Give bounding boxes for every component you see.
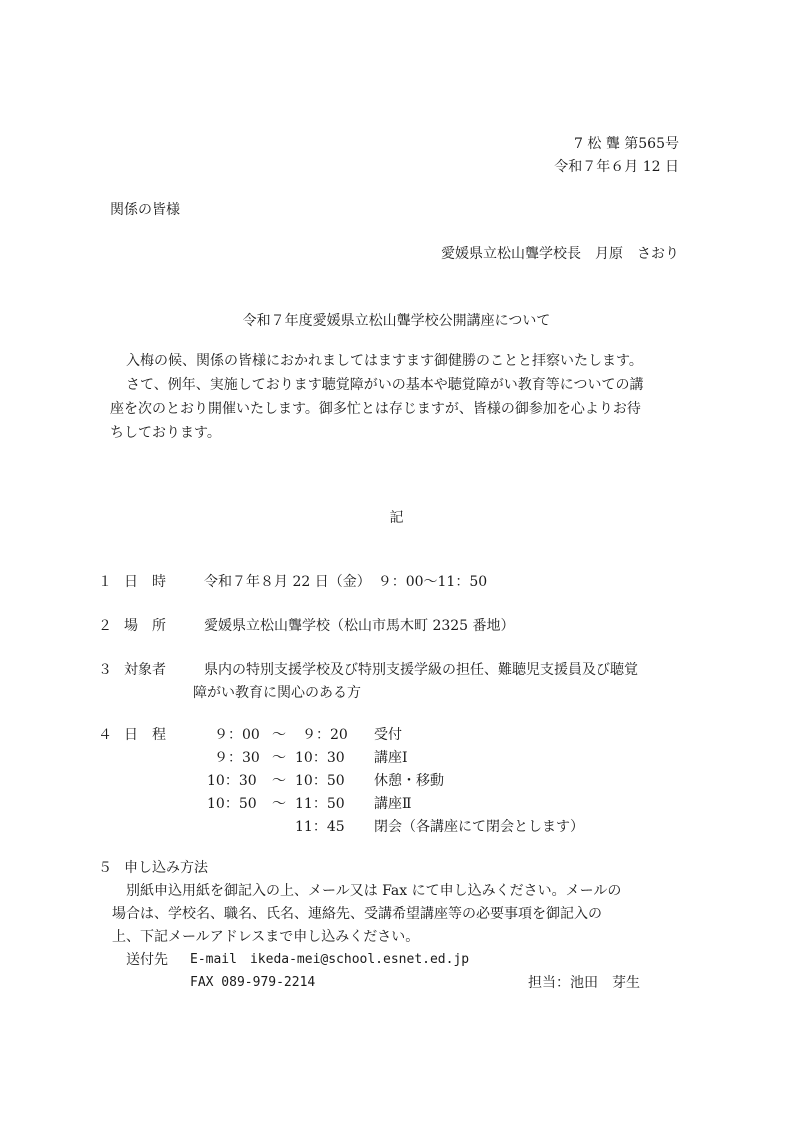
schedule-start: ９：30	[214, 750, 260, 766]
item-number: ５	[98, 860, 112, 876]
body-line-2: さて、例年、実施しております聴覚障がいの基本や聴覚障がい教育等についての講	[126, 377, 644, 393]
fax-number: FAX 089-979-2214	[190, 975, 316, 990]
sender: 愛媛県立松山聾学校長 月原 さおり	[441, 246, 679, 262]
application-line-2: 場合は、学校名、職名、氏名、連絡先、受講希望講座等の必要事項を御記入の	[112, 906, 602, 922]
item-label: 対象者	[124, 662, 166, 678]
item-application	[98, 858, 208, 878]
item-label: 日 程	[124, 727, 166, 743]
email-address: E-mail ikeda-mei@school.esnet.ed.jp	[190, 952, 470, 967]
item-schedule	[98, 725, 204, 745]
item-value: 県内の特別支援学校及び特別支援学級の担任、難聴児支援員及び聴覚	[204, 662, 638, 678]
recipient: 関係の皆様	[110, 202, 180, 218]
application-line-1: 別紙申込用紙を御記入の上、メール又は Fax にて申し込みください。メールの	[126, 883, 622, 899]
body-line-3: 座を次のとおり開催いたします。御多忙とは存じますが、皆様の御参加を心よりお待	[110, 401, 641, 417]
application-line-3: 上、下記メールアドレスまで申し込みください。	[112, 929, 420, 945]
body-line-4: ちしております。	[110, 425, 221, 441]
schedule-end: 10：30	[295, 750, 345, 766]
item-date	[98, 572, 487, 592]
document-title: 令和７年度愛媛県立松山聾学校公開講座について	[242, 313, 551, 329]
item-label: 日 時	[124, 574, 166, 590]
item-target	[98, 660, 638, 680]
schedule-start: ９：00	[214, 727, 260, 743]
schedule-event: 休憩・移動	[374, 773, 444, 789]
schedule-start: 10：50	[207, 796, 257, 812]
schedule-sep: ～	[272, 727, 286, 743]
schedule-end: 10：50	[295, 773, 345, 789]
schedule-sep: ～	[272, 796, 286, 812]
schedule-end: ９：20	[302, 727, 348, 743]
item-value: 愛媛県立松山聾学校（松山市馬木町 2325 番地）	[204, 618, 515, 634]
item-number: ３	[98, 662, 112, 678]
ki-heading: 記	[389, 510, 404, 526]
item-label: 申し込み方法	[124, 860, 208, 876]
schedule-event: 講座Ⅱ	[374, 796, 412, 812]
schedule-start: 10：30	[207, 773, 257, 789]
schedule-event: 受付	[374, 727, 402, 743]
item-place	[98, 616, 515, 636]
item-target-continued: 障がい教育に関心のある方	[193, 685, 361, 701]
schedule-sep: ～	[272, 773, 286, 789]
send-to-label: 送付先	[126, 952, 168, 968]
contact-person: 担当：池田 芽生	[528, 975, 640, 991]
item-number: ２	[98, 618, 112, 634]
schedule-end: 11：45	[295, 819, 345, 835]
body-line-1: 入梅の候、関係の皆様におかれましてはますます御健勝のことと拝察いたします。	[126, 353, 643, 369]
schedule-event: 閉会（各講座にて閉会とします）	[374, 819, 584, 835]
document-number: 7 松 聾 第565号	[574, 136, 679, 152]
item-number: ４	[98, 727, 112, 743]
item-label: 場 所	[124, 618, 166, 634]
schedule-sep: ～	[272, 750, 286, 766]
item-value: 令和７年８月 22 日（金） ９：00～11：50	[204, 574, 488, 590]
schedule-event: 講座Ⅰ	[374, 750, 408, 766]
document-date: 令和７年６月 12 日	[554, 159, 679, 175]
item-number: １	[98, 574, 112, 590]
schedule-end: 11：50	[295, 796, 345, 812]
